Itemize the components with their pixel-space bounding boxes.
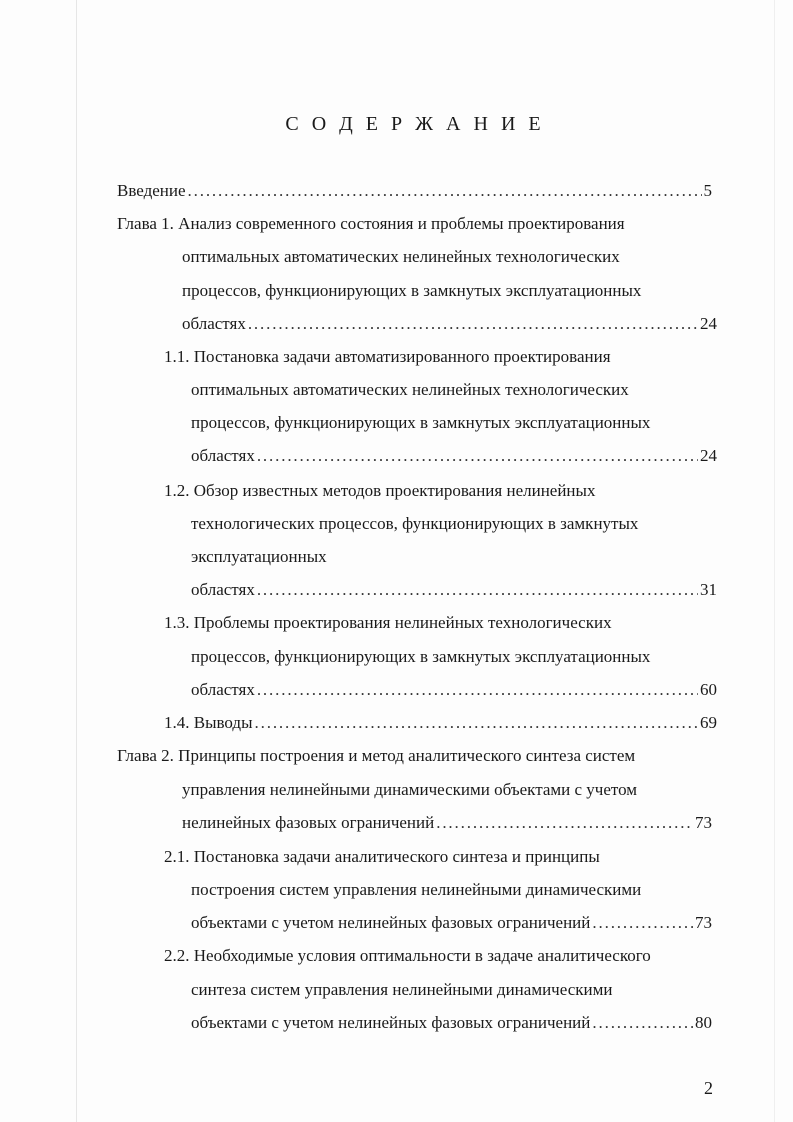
toc-section-2-2-line1: 2.2. Необходимые условия оптимальности в задаче аналитического <box>164 946 651 965</box>
toc-entry-section-1-1 <box>191 445 717 467</box>
toc-leader-dots <box>255 712 698 734</box>
toc-entry-section-1-4 <box>164 712 717 734</box>
toc-entry-section-1-2 <box>191 579 717 601</box>
toc-entry-label: областях <box>182 314 246 333</box>
toc-page-number: 69 <box>700 713 717 732</box>
toc-page-number: 60 <box>700 680 717 699</box>
toc-entry-label: объектами с учетом нелинейных фазовых ограничений <box>191 1013 591 1032</box>
toc-entry-chapter2 <box>182 812 712 834</box>
toc-entry-section-2-1 <box>191 912 712 934</box>
toc-section-1-3-line2: процессов, функционирующих в замкнутых эксплуатационных <box>191 647 651 666</box>
toc-entry-chapter1 <box>182 313 717 335</box>
toc-leader-dots <box>592 1012 693 1034</box>
toc-entry-label: областях <box>191 446 255 465</box>
toc-title: С О Д Е Р Ж А Н И Е <box>285 113 545 135</box>
toc-section-1-2-line2: технологических процессов, функционирующих в замкнутых <box>191 514 639 533</box>
toc-entry-section-2-2 <box>191 1012 712 1034</box>
toc-entry-label: объектами с учетом нелинейных фазовых ограничений <box>191 913 591 932</box>
toc-leader-dots <box>592 912 693 934</box>
page-scan-edge-left <box>76 0 77 1122</box>
toc-chapter2-line1: Глава 2. Принципы построения и метод аналитического синтеза систем <box>117 746 636 765</box>
toc-leader-dots <box>188 180 702 202</box>
toc-entry-label: областях <box>191 680 255 699</box>
toc-section-1-1-line3: процессов, функционирующих в замкнутых эксплуатационных <box>191 413 651 432</box>
toc-entry-label: областях <box>191 580 255 599</box>
toc-section-2-2-line2: синтеза систем управления нелинейными динамическими <box>191 980 613 999</box>
toc-page-number: 24 <box>700 314 717 333</box>
toc-entry-label: нелинейных фазовых ограничений <box>182 813 435 832</box>
toc-leader-dots <box>257 445 698 467</box>
toc-chapter1-line1: Глава 1. Анализ современного состояния и проблемы проектирования <box>117 214 625 233</box>
toc-page-number: 73 <box>695 813 712 832</box>
toc-page-number: 73 <box>695 913 712 932</box>
toc-section-2-1-line2: построения систем управления нелинейными динамическими <box>191 880 642 899</box>
toc-chapter1-line3: процессов, функционирующих в замкнутых эксплуатационных <box>182 281 642 300</box>
page-number: 2 <box>704 1078 713 1098</box>
toc-chapter1-line2: оптимальных автоматических нелинейных технологических <box>182 247 620 266</box>
toc-leader-dots <box>257 679 698 701</box>
toc-section-1-2-line3: эксплуатационных <box>191 547 327 566</box>
toc-page-number: 24 <box>700 446 717 465</box>
toc-chapter2-line2: управления нелинейными динамическими объектами с учетом <box>182 780 638 799</box>
toc-section-2-1-line1: 2.1. Постановка задачи аналитического синтеза и принципы <box>164 847 600 866</box>
toc-leader-dots <box>436 812 693 834</box>
toc-entry-label: 1.4. Выводы <box>164 713 253 732</box>
toc-entry-section-1-3 <box>191 679 717 701</box>
toc-entry-intro <box>117 180 712 202</box>
toc-entry-label: Введение <box>117 181 186 200</box>
toc-section-1-3-line1: 1.3. Проблемы проектирования нелинейных технологических <box>164 613 612 632</box>
toc-section-1-1-line2: оптимальных автоматических нелинейных технологических <box>191 380 629 399</box>
toc-leader-dots <box>248 313 698 335</box>
toc-page-number: 5 <box>703 181 712 200</box>
toc-page-number: 80 <box>695 1013 712 1032</box>
toc-page-number: 31 <box>700 580 717 599</box>
toc-leader-dots <box>257 579 698 601</box>
page-scan-edge-right <box>774 0 775 1122</box>
toc-section-1-1-line1: 1.1. Постановка задачи автоматизированного проектирования <box>164 347 611 366</box>
toc-section-1-2-line1: 1.2. Обзор известных методов проектирования нелинейных <box>164 481 596 500</box>
